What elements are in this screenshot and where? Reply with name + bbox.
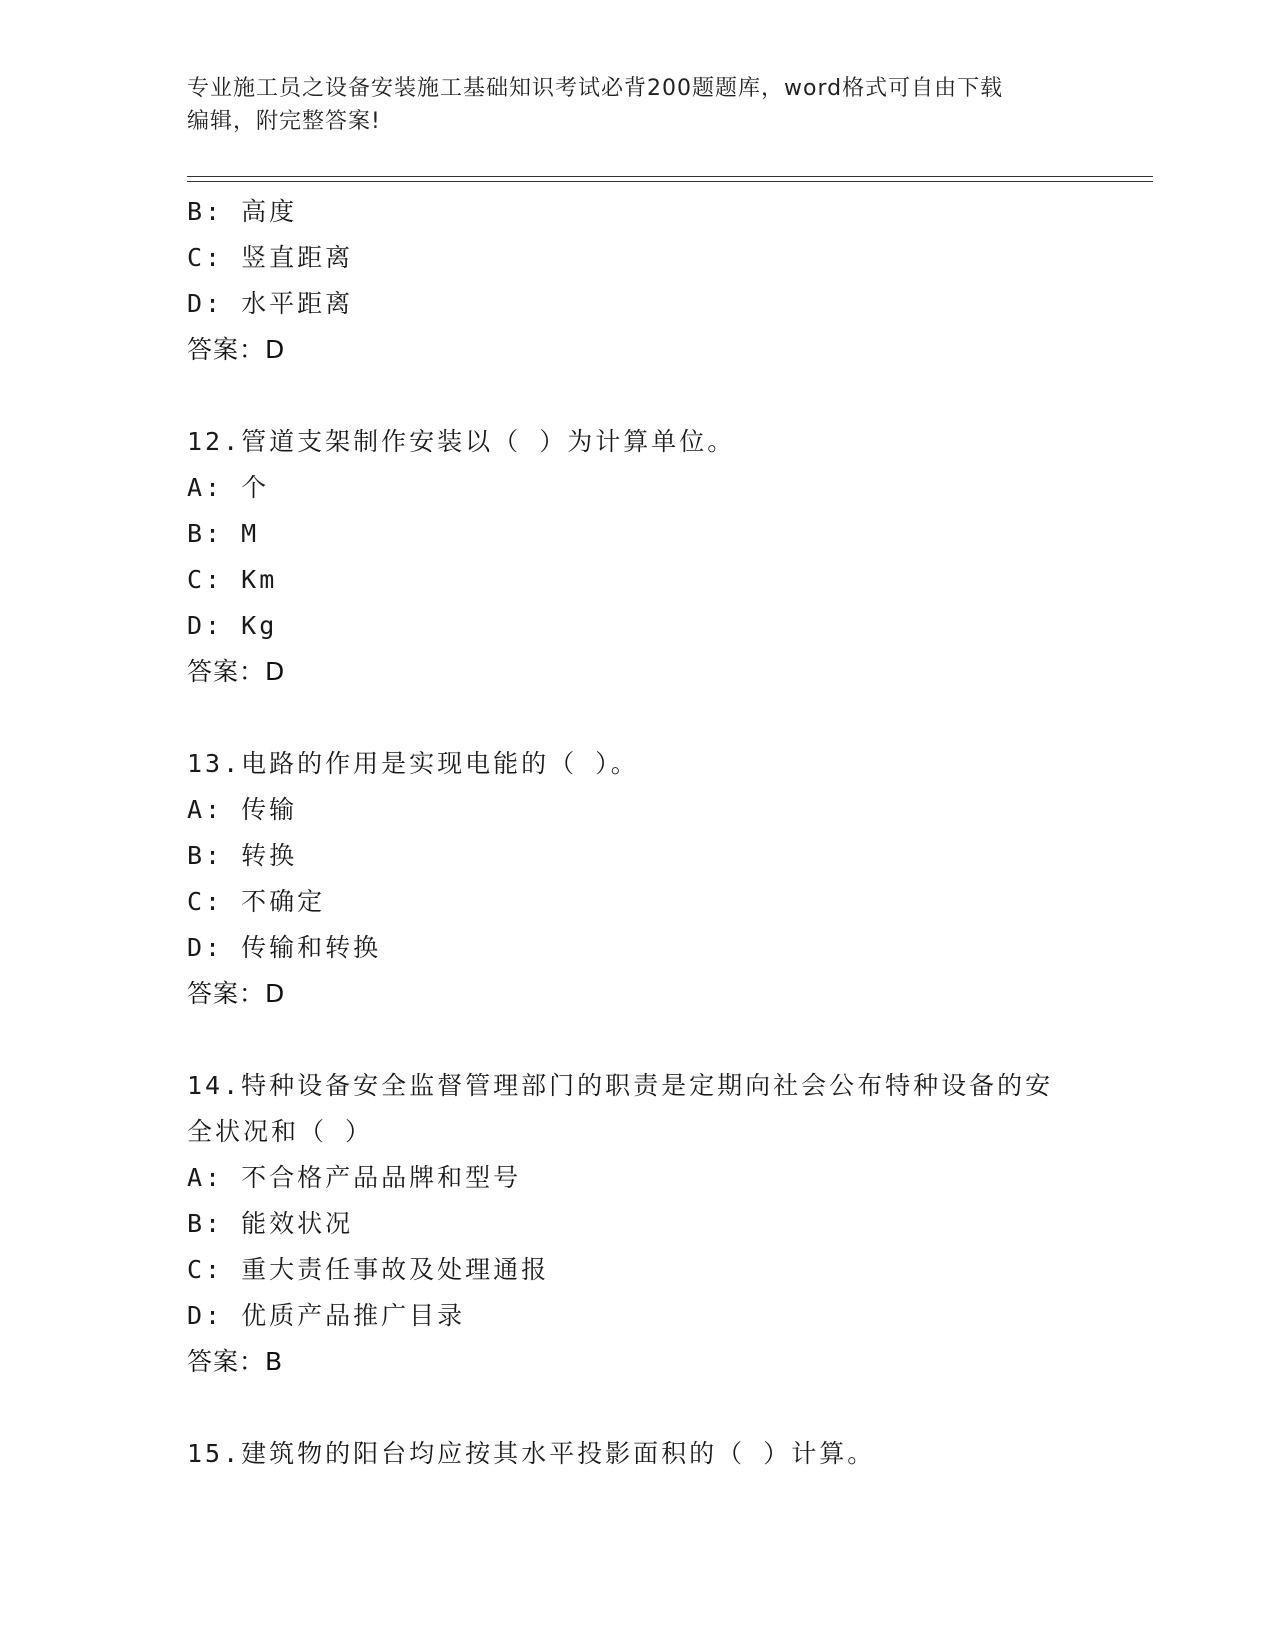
answer: 答案：D [187,335,286,364]
option-b: B: 转换 [187,841,298,870]
question-text: 12.管道支架制作安装以（ ）为计算单位。 [187,427,736,456]
option-b: B: 高度 [187,197,298,226]
document-body [187,189,1087,1477]
question-text-line-2: 全状况和（ ） [187,1117,374,1146]
header-divider-top [187,176,1153,177]
option-d: D: Kg [187,611,278,640]
option-c: C: 重大责任事故及处理通报 [187,1255,550,1284]
option-b: B: 能效状况 [187,1209,354,1238]
option-a: A: 传输 [187,795,298,824]
question-text-line-1: 14.特种设备安全监督管理部门的职责是定期向社会公布特种设备的安 [187,1071,1054,1100]
option-c: C: 不确定 [187,887,326,916]
question-11-continued [187,189,1087,373]
option-a: A: 个 [187,473,270,502]
question-text: 13.电路的作用是实现电能的（ ）。 [187,749,639,778]
document-header [187,72,1087,138]
question-14 [187,1063,1087,1385]
question-13 [187,741,1087,1017]
answer: 答案：D [187,979,286,1008]
header-title-line-1: 专业施工员之设备安装施工基础知识考试必背200题题库，word格式可自由下载 [187,76,1004,101]
option-a: A: 不合格产品品牌和型号 [187,1163,522,1192]
option-c: C: Km [187,565,278,594]
option-b: B: M [187,519,260,548]
header-divider-bottom [187,181,1153,182]
answer: 答案：D [187,657,286,686]
header-title-line-2: 编辑，附完整答案! [187,109,381,134]
question-text: 15.建筑物的阳台均应按其水平投影面积的（ ）计算。 [187,1439,876,1468]
option-d: D: 水平距离 [187,289,354,318]
question-12 [187,419,1087,695]
option-d: D: 优质产品推广目录 [187,1301,466,1330]
option-d: D: 传输和转换 [187,933,382,962]
answer: 答案：B [187,1347,284,1376]
option-c: C: 竖直距离 [187,243,354,272]
question-15 [187,1431,1087,1477]
